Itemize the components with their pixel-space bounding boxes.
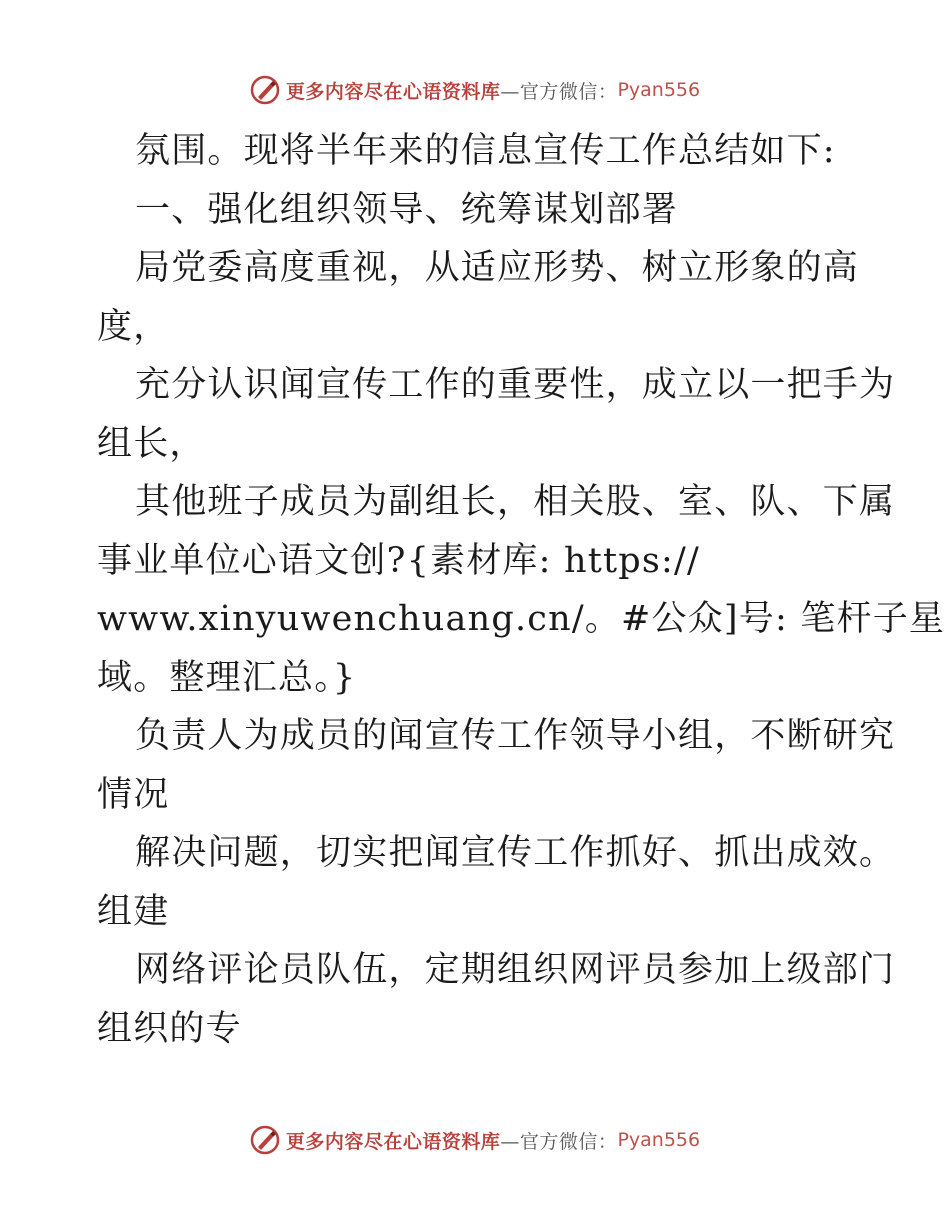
watermark-separator-text: —官方微信： [500, 1130, 618, 1153]
header-watermark [0, 70, 950, 110]
document-line: 氛围。现将半年来的信息宣传工作总结如下: [135, 131, 836, 171]
watermark-separator-text: —官方微信： [500, 80, 618, 103]
document-line: 组长， [97, 423, 206, 464]
document-line: 负责人为成员的闻宣传工作领导小组，不断研究 [135, 716, 896, 756]
document-line: 局党委高度重视，从适应形势、树立形象的高 [135, 248, 860, 288]
footer-watermark [0, 1120, 950, 1160]
document-line: 一、强化组织领导、统筹谋划部署 [135, 189, 679, 230]
document-body [97, 122, 946, 1058]
watermark-main-text: 更多内容尽在心语资料库 [285, 1130, 501, 1153]
document-line: 组织的专 [97, 1008, 242, 1049]
watermark-main-text: 更多内容尽在心语资料库 [285, 80, 501, 103]
pen-logo-icon [250, 75, 280, 105]
watermark-wechat-id: Pyan556 [617, 1129, 701, 1151]
document-line: 解决问题，切实把闻宣传工作抓好、抓出成效。 [135, 833, 896, 873]
document-line: 充分认识闻宣传工作的重要性，成立以一把手为 [135, 365, 896, 405]
document-line: 域。整理汇总。} [97, 657, 357, 698]
document-line: 情况 [97, 774, 170, 815]
watermark-wechat-id: Pyan556 [617, 79, 701, 101]
document-line: 网络评论员队伍，定期组织网评员参加上级部门 [135, 950, 896, 990]
document-line: www.xinyuwenchuang.cn/。#公众]号: 笔杆子星 [97, 599, 946, 639]
document-line: 度， [97, 306, 170, 347]
document-line: 事业单位心语文创?{素材库: https:// [97, 540, 700, 581]
pen-logo-icon [250, 1125, 280, 1155]
document-line: 其他班子成员为副组长，相关股、室、队、下属 [135, 482, 896, 522]
document-line: 组建 [97, 891, 170, 932]
